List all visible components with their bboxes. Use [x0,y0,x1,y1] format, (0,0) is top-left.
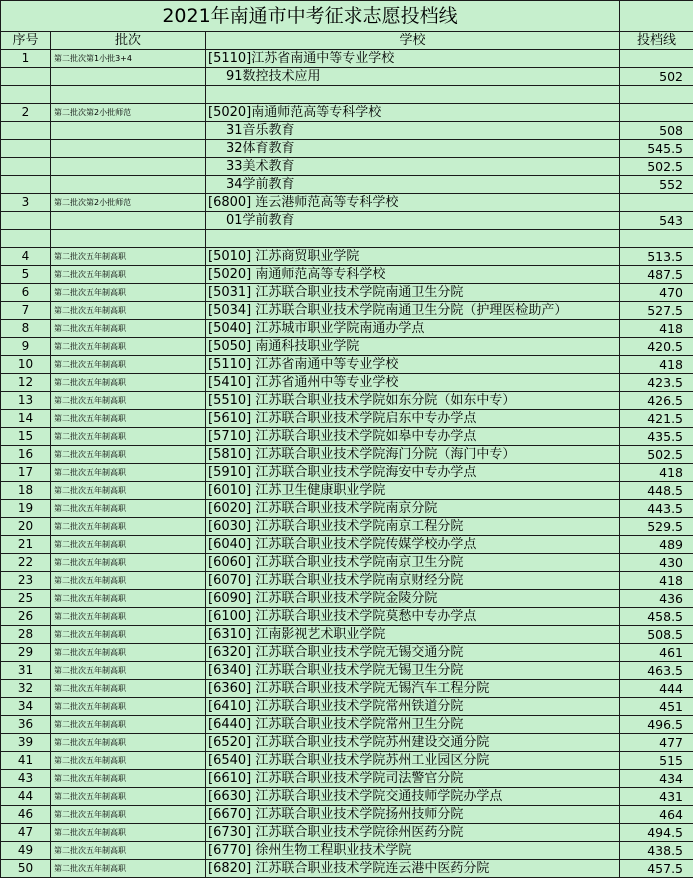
batch-cell: 第二批次五年制高职 [51,554,206,572]
score-cell [620,230,693,248]
score-cell: 458.5 [620,608,693,626]
batch-cell: 第二批次五年制高职 [51,752,206,770]
score-cell: 487.5 [620,266,693,284]
header-seq: 序号 [1,32,51,50]
batch-cell: 第二批次第2小批师范 [51,194,206,212]
score-cell: 420.5 [620,338,693,356]
seq-cell: 5 [1,266,51,284]
school-cell: [5031] 江苏联合职业技术学院南通卫生分院 [206,284,620,302]
table-row [1,86,693,104]
table-row [1,626,693,644]
seq-cell: 50 [1,860,51,878]
seq-cell: 9 [1,338,51,356]
seq-cell [1,122,51,140]
score-cell: 451 [620,698,693,716]
seq-cell: 10 [1,356,51,374]
table-title: 2021年南通市中考征求志愿投档线 [1,1,620,32]
school-cell: [6100] 江苏联合职业技术学院莫愁中专办学点 [206,608,620,626]
batch-cell: 第二批次五年制高职 [51,356,206,374]
school-cell: [6340] 江苏联合职业技术学院无锡卫生分院 [206,662,620,680]
score-cell: 435.5 [620,428,693,446]
score-cell: 496.5 [620,716,693,734]
seq-cell [1,68,51,86]
score-cell: 529.5 [620,518,693,536]
school-cell: [6520] 江苏联合职业技术学院苏州建设交通分院 [206,734,620,752]
table-row [1,752,693,770]
table-row [1,734,693,752]
school-cell: [6040] 江苏联合职业技术学院传媒学校办学点 [206,536,620,554]
table-row [1,554,693,572]
score-cell: 508.5 [620,626,693,644]
score-cell: 508 [620,122,693,140]
batch-cell: 第二批次五年制高职 [51,266,206,284]
batch-cell [51,212,206,230]
score-cell [620,104,693,122]
score-cell: 545.5 [620,140,693,158]
table-row [1,500,693,518]
school-cell: [6630] 江苏联合职业技术学院交通技师学院办学点 [206,788,620,806]
score-cell: 444 [620,680,693,698]
batch-cell [51,122,206,140]
batch-cell: 第二批次五年制高职 [51,680,206,698]
school-cell: [6320] 江苏联合职业技术学院无锡交通分院 [206,644,620,662]
seq-cell: 1 [1,50,51,68]
seq-cell: 43 [1,770,51,788]
score-cell: 502 [620,68,693,86]
seq-cell: 41 [1,752,51,770]
school-cell: [6020] 江苏联合职业技术学院南京分院 [206,500,620,518]
score-cell: 418 [620,464,693,482]
score-cell: 418 [620,572,693,590]
seq-cell: 8 [1,320,51,338]
table-row [1,302,693,320]
score-cell: 443.5 [620,500,693,518]
seq-cell: 2 [1,104,51,122]
score-cell: 448.5 [620,482,693,500]
school-cell: [5040] 江苏城市职业学院南通办学点 [206,320,620,338]
batch-cell: 第二批次五年制高职 [51,770,206,788]
school-cell: [5910] 江苏联合职业技术学院海安中专办学点 [206,464,620,482]
table-row [1,266,693,284]
batch-cell: 第二批次五年制高职 [51,698,206,716]
score-cell: 470 [620,284,693,302]
school-cell: 33美术教育 [206,158,620,176]
batch-cell: 第二批次五年制高职 [51,860,206,878]
seq-cell: 31 [1,662,51,680]
table-row [1,140,693,158]
table-row [1,536,693,554]
school-cell: [6360] 江苏联合职业技术学院无锡汽车工程分院 [206,680,620,698]
batch-cell: 第二批次五年制高职 [51,590,206,608]
table-row [1,446,693,464]
seq-cell: 12 [1,374,51,392]
school-cell: [5810] 江苏联合职业技术学院海门分院（海门中专） [206,446,620,464]
school-cell: [6310] 江南影视艺术职业学院 [206,626,620,644]
school-cell: [5510] 江苏联合职业技术学院如东分院（如东中专） [206,392,620,410]
batch-cell: 第二批次第2小批师范 [51,104,206,122]
school-cell: [6670] 江苏联合职业技术学院扬州技师分院 [206,806,620,824]
seq-cell [1,140,51,158]
batch-cell: 第二批次五年制高职 [51,716,206,734]
seq-cell: 44 [1,788,51,806]
table-row [1,824,693,842]
seq-cell: 25 [1,590,51,608]
seq-cell: 49 [1,842,51,860]
batch-cell: 第二批次五年制高职 [51,410,206,428]
seq-cell: 34 [1,698,51,716]
school-cell: 91数控技术应用 [206,68,620,86]
school-cell: [6540] 江苏联合职业技术学院苏州工业园区分院 [206,752,620,770]
score-cell: 543 [620,212,693,230]
table-row [1,104,693,122]
school-cell: [5410] 江苏省通州中等专业学校 [206,374,620,392]
school-cell: [5034] 江苏联合职业技术学院南通卫生分院（护理医检助产） [206,302,620,320]
school-cell: [5010] 江苏商贸职业学院 [206,248,620,266]
score-cell: 426.5 [620,392,693,410]
table-row [1,284,693,302]
seq-cell: 39 [1,734,51,752]
batch-cell: 第二批次五年制高职 [51,806,206,824]
seq-cell: 32 [1,680,51,698]
seq-cell: 16 [1,446,51,464]
table-row [1,770,693,788]
batch-cell: 第二批次五年制高职 [51,626,206,644]
score-cell: 434 [620,770,693,788]
score-cell [620,194,693,212]
batch-cell: 第二批次五年制高职 [51,608,206,626]
table-row [1,842,693,860]
header-school: 学校 [206,32,620,50]
school-cell: [6030] 江苏联合职业技术学院南京工程分院 [206,518,620,536]
seq-cell: 26 [1,608,51,626]
table-row [1,356,693,374]
score-cell: 436 [620,590,693,608]
seq-cell: 3 [1,194,51,212]
score-cell: 464 [620,806,693,824]
table-row [1,806,693,824]
table-row [1,572,693,590]
score-cell [620,86,693,104]
batch-cell [51,140,206,158]
table-row [1,698,693,716]
batch-cell: 第二批次五年制高职 [51,392,206,410]
batch-cell [51,230,206,248]
school-cell [206,230,620,248]
batch-cell [51,68,206,86]
batch-cell: 第二批次五年制高职 [51,482,206,500]
header-score: 投档线 [620,32,693,50]
batch-cell: 第二批次五年制高职 [51,572,206,590]
seq-cell [1,158,51,176]
school-cell: [6410] 江苏联合职业技术学院常州铁道分院 [206,698,620,716]
seq-cell: 6 [1,284,51,302]
seq-cell: 4 [1,248,51,266]
school-cell: 34学前教育 [206,176,620,194]
batch-cell: 第二批次五年制高职 [51,662,206,680]
score-cell: 513.5 [620,248,693,266]
score-cell: 421.5 [620,410,693,428]
seq-cell: 21 [1,536,51,554]
school-cell [206,86,620,104]
batch-cell: 第二批次五年制高职 [51,734,206,752]
batch-cell: 第二批次五年制高职 [51,428,206,446]
title-row [1,1,693,32]
table-row [1,428,693,446]
school-cell: [6070] 江苏联合职业技术学院南京财经分院 [206,572,620,590]
score-cell: 418 [620,320,693,338]
school-cell: [6610] 江苏联合职业技术学院司法警官分院 [206,770,620,788]
batch-cell: 第二批次五年制高职 [51,302,206,320]
seq-cell: 7 [1,302,51,320]
table-row [1,860,693,878]
table-row [1,374,693,392]
table-row [1,464,693,482]
school-cell: [5110] 江苏省南通中等专业学校 [206,356,620,374]
score-cell: 461 [620,644,693,662]
batch-cell: 第二批次五年制高职 [51,464,206,482]
header-row [1,32,693,50]
table-row [1,194,693,212]
seq-cell: 23 [1,572,51,590]
school-cell: [5710] 江苏联合职业技术学院如皋中专办学点 [206,428,620,446]
table-row [1,410,693,428]
score-cell: 438.5 [620,842,693,860]
table-row [1,50,693,68]
score-cell: 463.5 [620,662,693,680]
seq-cell: 46 [1,806,51,824]
school-cell: 32体育教育 [206,140,620,158]
batch-cell: 第二批次五年制高职 [51,842,206,860]
school-cell: [6730] 江苏联合职业技术学院徐州医药分院 [206,824,620,842]
school-cell: [5610] 江苏联合职业技术学院启东中专办学点 [206,410,620,428]
table-row [1,788,693,806]
school-cell: [6820] 江苏联合职业技术学院连云港中医药分院 [206,860,620,878]
table-row [1,482,693,500]
score-cell: 477 [620,734,693,752]
score-cell: 502.5 [620,446,693,464]
school-cell: 01学前教育 [206,212,620,230]
seq-cell [1,176,51,194]
batch-cell: 第二批次五年制高职 [51,338,206,356]
batch-cell: 第二批次五年制高职 [51,446,206,464]
table-row [1,392,693,410]
score-cell: 494.5 [620,824,693,842]
table-row [1,590,693,608]
table-row [1,608,693,626]
seq-cell: 20 [1,518,51,536]
score-cell: 423.5 [620,374,693,392]
batch-cell: 第二批次五年制高职 [51,284,206,302]
seq-cell: 18 [1,482,51,500]
seq-cell: 15 [1,428,51,446]
batch-cell [51,158,206,176]
school-cell: [5020]南通师范高等专科学校 [206,104,620,122]
batch-cell: 第二批次第1小批3+4 [51,50,206,68]
batch-cell: 第二批次五年制高职 [51,320,206,338]
score-cell: 502.5 [620,158,693,176]
batch-cell [51,86,206,104]
table-row [1,122,693,140]
school-cell: [6770] 徐州生物工程职业技术学院 [206,842,620,860]
seq-cell: 36 [1,716,51,734]
score-cell: 552 [620,176,693,194]
table-row [1,248,693,266]
table-row [1,68,693,86]
batch-cell: 第二批次五年制高职 [51,518,206,536]
seq-cell: 17 [1,464,51,482]
batch-cell: 第二批次五年制高职 [51,536,206,554]
school-cell: [6060] 江苏联合职业技术学院南京卫生分院 [206,554,620,572]
table-row [1,158,693,176]
school-cell: 31音乐教育 [206,122,620,140]
table-row [1,644,693,662]
batch-cell: 第二批次五年制高职 [51,824,206,842]
school-cell: [5050] 南通科技职业学院 [206,338,620,356]
seq-cell: 13 [1,392,51,410]
batch-cell: 第二批次五年制高职 [51,644,206,662]
score-cell: 489 [620,536,693,554]
batch-cell: 第二批次五年制高职 [51,788,206,806]
batch-cell: 第二批次五年制高职 [51,248,206,266]
score-cell: 431 [620,788,693,806]
table-row [1,680,693,698]
school-cell: [6010] 江苏卫生健康职业学院 [206,482,620,500]
table-row [1,212,693,230]
table-row [1,176,693,194]
header-batch: 批次 [51,32,206,50]
seq-cell [1,230,51,248]
seq-cell [1,212,51,230]
table-row [1,338,693,356]
score-cell: 457.5 [620,860,693,878]
score-cell [620,50,693,68]
table-row [1,716,693,734]
table-row [1,320,693,338]
batch-cell: 第二批次五年制高职 [51,374,206,392]
seq-cell: 28 [1,626,51,644]
score-cell: 430 [620,554,693,572]
score-cell: 527.5 [620,302,693,320]
seq-cell: 22 [1,554,51,572]
seq-cell: 14 [1,410,51,428]
seq-cell [1,86,51,104]
school-cell: [6800] 连云港师范高等专科学校 [206,194,620,212]
batch-cell: 第二批次五年制高职 [51,500,206,518]
seq-cell: 47 [1,824,51,842]
school-cell: [6440] 江苏联合职业技术学院常州卫生分院 [206,716,620,734]
table-row [1,518,693,536]
school-cell: [6090] 江苏联合职业技术学院金陵分院 [206,590,620,608]
seq-cell: 29 [1,644,51,662]
school-cell: [5110]江苏省南通中等专业学校 [206,50,620,68]
score-cell: 515 [620,752,693,770]
school-cell: [5020] 南通师范高等专科学校 [206,266,620,284]
seq-cell: 19 [1,500,51,518]
title-blank-cell [620,1,693,32]
table-row [1,662,693,680]
table-row [1,230,693,248]
batch-cell [51,176,206,194]
score-cell: 418 [620,356,693,374]
